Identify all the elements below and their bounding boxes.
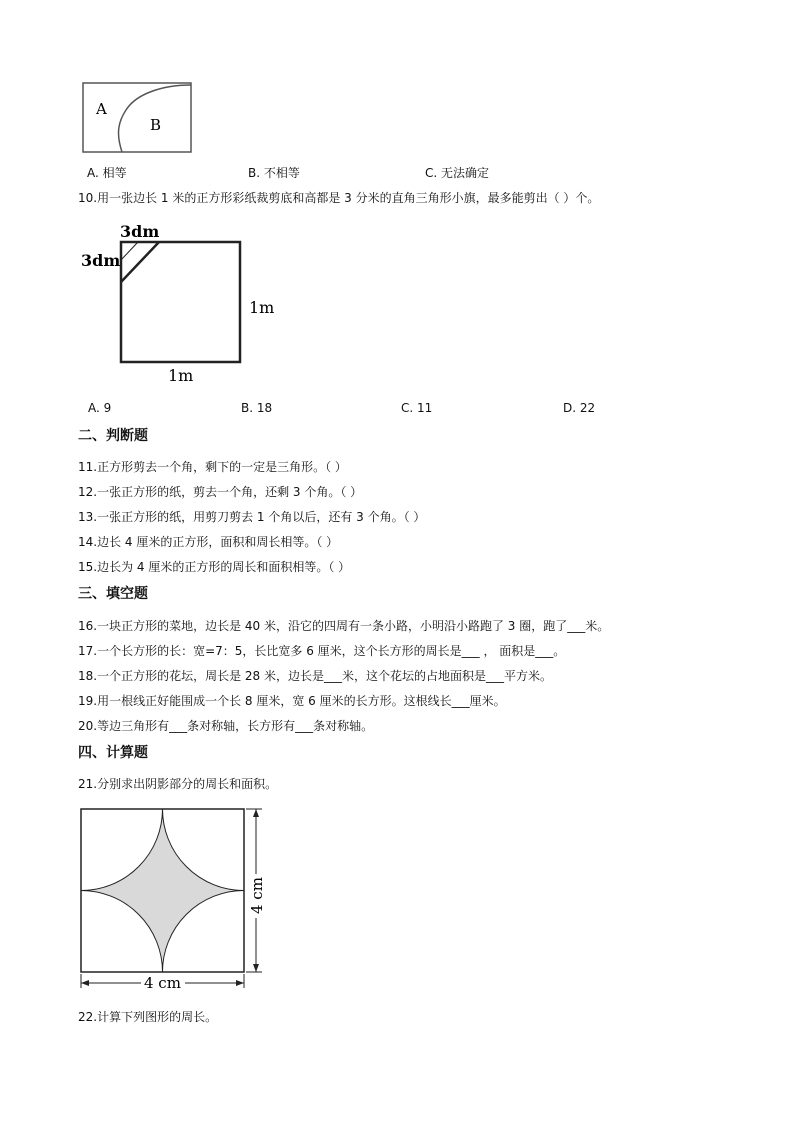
- section4-heading: 四、计算题: [78, 745, 148, 761]
- q10-bottom-label: 1m: [168, 366, 194, 385]
- q9-label-a: A: [96, 100, 107, 118]
- q16-text: 16.一块正方形的菜地，边长是 40 米，沿它的四周有一条小路，小明沿小路跑了 3 圈，跑了___米。: [78, 619, 610, 633]
- q10-right-label: 1m: [249, 298, 275, 317]
- q9-option-c[interactable]: C. 无法确定: [425, 166, 490, 180]
- q10-top-label: 3dm: [120, 222, 160, 241]
- q21-right-label: 4 cm: [248, 877, 266, 914]
- q10-option-d[interactable]: D. 22: [563, 401, 596, 415]
- q18-text: 18.一个正方形的花坛，周长是 28 米，边长是___米，这个花坛的占地面积是___平方米。: [78, 669, 552, 683]
- q10-option-c[interactable]: C. 11: [401, 401, 433, 415]
- q10-option-b[interactable]: B. 18: [241, 401, 273, 415]
- q11-text: 11.正方形剪去一个角，剩下的一定是三角形。（ ）: [78, 460, 347, 474]
- q17-text: 17.一个长方形的长：宽=7：5，长比宽多 6 厘米，这个长方形的周长是___ ， 面积是___。: [78, 644, 566, 658]
- q13-text: 13.一张正方形的纸，用剪刀剪去 1 个角以后，还有 3 个角。（ ）: [78, 510, 426, 524]
- q10-option-a[interactable]: A. 9: [88, 401, 112, 415]
- q10-text: 10.用一张边长 1 米的正方形彩纸裁剪底和高都是 3 分米的直角三角形小旗，最多能剪出（ ）个。: [78, 191, 600, 205]
- section2-heading: 二、判断题: [78, 428, 148, 444]
- q22-text: 22.计算下列图形的周长。: [78, 1010, 218, 1024]
- q21-figure: [78, 806, 273, 998]
- q21-bottom-label: 4 cm: [144, 974, 181, 992]
- q9-label-b: B: [150, 116, 162, 134]
- q14-text: 14.边长 4 厘米的正方形，面积和周长相等。（ ）: [78, 535, 339, 549]
- q10-figure: [78, 218, 278, 388]
- q21-text: 21.分别求出阴影部分的周长和面积。: [78, 777, 278, 791]
- q20-text: 20.等边三角形有___条对称轴，长方形有___条对称轴。: [78, 719, 374, 733]
- q10-triangle-hatch: [121, 242, 138, 260]
- q9-option-a[interactable]: A. 相等: [87, 166, 127, 180]
- section3-heading: 三、填空题: [78, 586, 148, 602]
- q10-left-label: 3dm: [81, 251, 121, 270]
- q10-square: [121, 242, 240, 362]
- q9-figure: [82, 82, 192, 154]
- q10-triangle-hypotenuse: [121, 242, 159, 282]
- q15-text: 15.边长为 4 厘米的正方形的周长和面积相等。（ ）: [78, 560, 351, 574]
- q12-text: 12.一张正方形的纸，剪去一个角，还剩 3 个角。（ ）: [78, 485, 363, 499]
- q19-text: 19.用一根线正好能围成一个长 8 厘米，宽 6 厘米的长方形。这根线长___厘米。: [78, 694, 506, 708]
- q9-option-b[interactable]: B. 不相等: [248, 166, 300, 180]
